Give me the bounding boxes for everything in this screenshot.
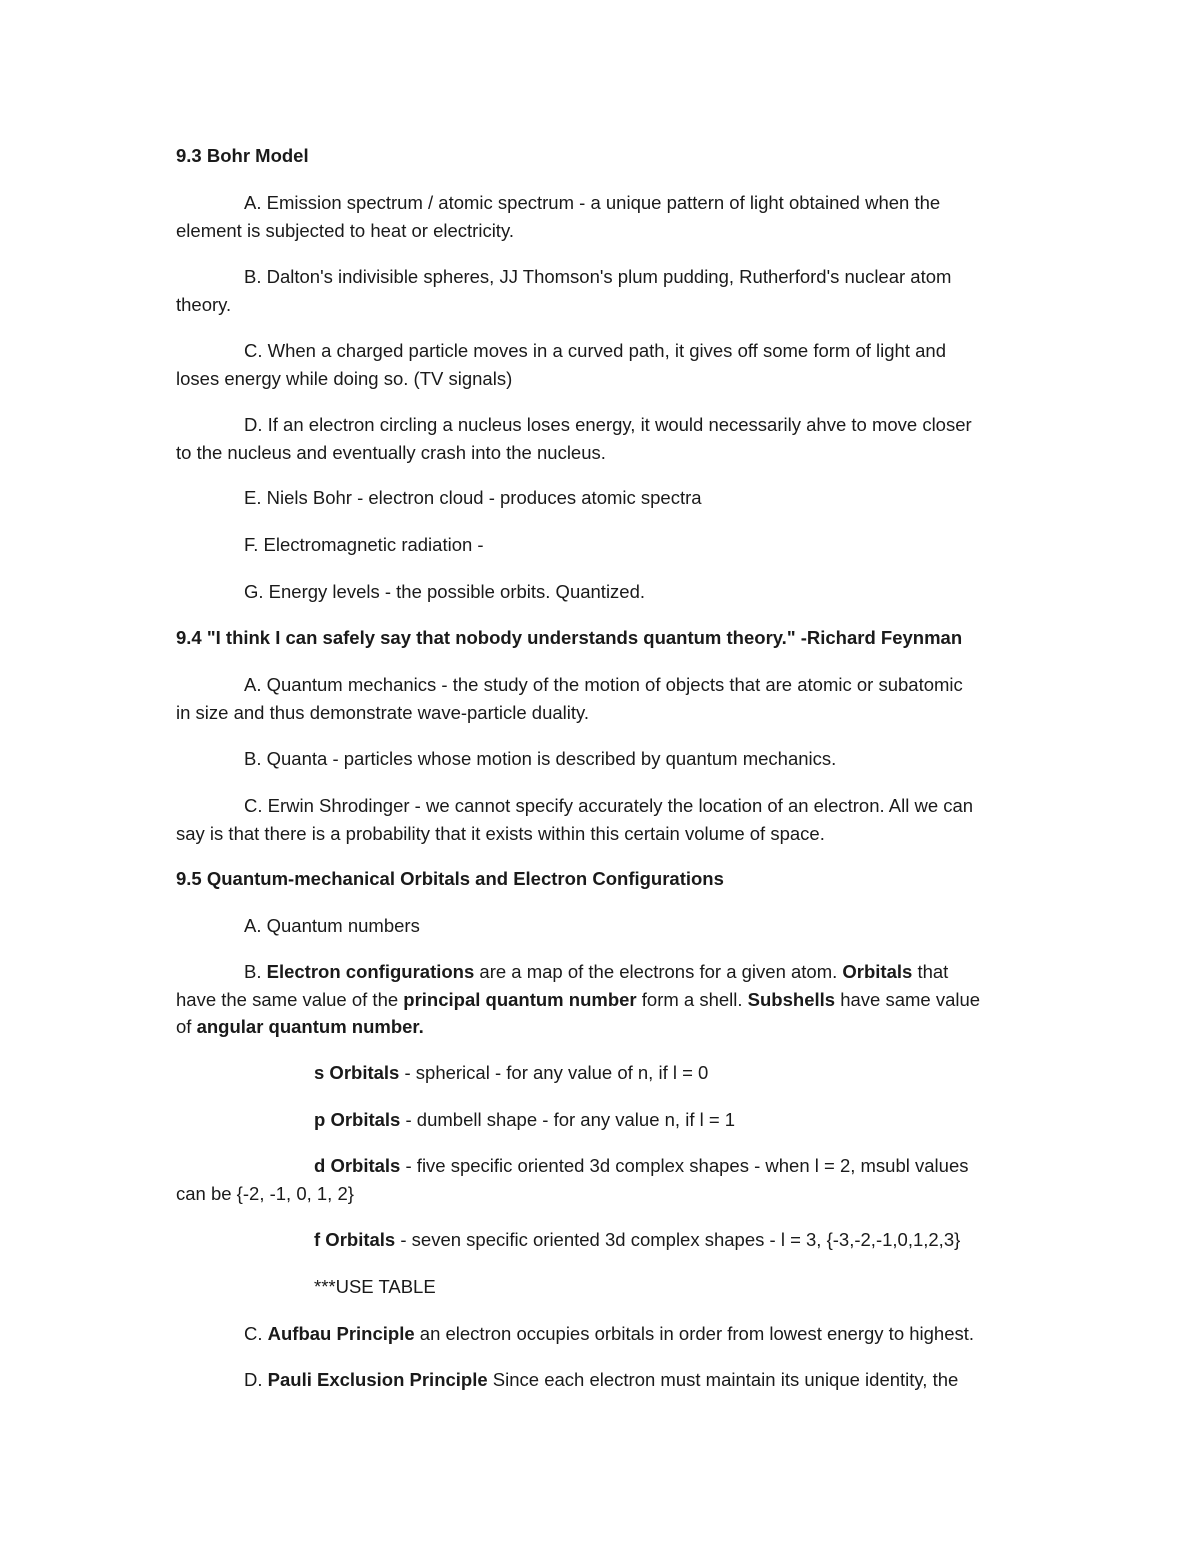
- section-9-3-item-g: [176, 578, 1036, 606]
- term-electron-configurations: Electron configurations: [266, 961, 475, 982]
- use-table-note: [176, 1273, 1036, 1301]
- item-c-line-1: C. Erwin Shrodinger - we cannot specify accurately the location of an electron. All we can: [244, 795, 974, 816]
- item-d-text: Since each electron must maintain its unique identity, the: [487, 1369, 959, 1390]
- item-c-text: an electron occupies orbitals in order from lowest energy to highest.: [414, 1323, 975, 1344]
- use-table-text: ***USE TABLE: [314, 1276, 436, 1297]
- item-b-text-4: form a shell.: [636, 988, 748, 1010]
- section-9-3-heading: 9.3 Bohr Model: [176, 145, 309, 166]
- item-d-line-1: D. If an electron circling a nucleus loses energy, it would necessarily ahve to move closer: [244, 414, 972, 435]
- item-b-line-1: B. Dalton's indivisible spheres, JJ Thomson's plum pudding, Rutherford's nuclear atom: [244, 266, 952, 287]
- term-orbitals: Orbitals: [842, 961, 913, 982]
- term-aufbau-principle: Aufbau Principle: [267, 1323, 415, 1344]
- item-f-text: F. Electromagnetic radiation -: [244, 534, 484, 555]
- f-orbitals-item: [176, 1226, 1036, 1254]
- item-c-line-1: C. When a charged particle moves in a curved path, it gives off some form of light and: [244, 340, 946, 361]
- d-orbitals-line-1: [176, 1152, 1036, 1180]
- p-orbitals-item: [176, 1106, 1036, 1134]
- d-orbitals-item: [176, 1152, 1036, 1207]
- p-orbitals-text: - dumbell shape - for any value n, if l = 1: [400, 1109, 736, 1130]
- section-9-5-item-a: [176, 912, 1036, 940]
- f-orbitals-term: f Orbitals: [314, 1229, 396, 1250]
- s-orbitals-term: s Orbitals: [314, 1062, 400, 1083]
- item-b-prefix: B.: [244, 961, 267, 982]
- section-9-3-item-d: [176, 411, 1036, 466]
- s-orbitals-line: [176, 1059, 1036, 1087]
- item-b-text-3: have the same value of the: [176, 988, 404, 1010]
- section-9-4-item-b: [176, 745, 1036, 773]
- item-c-line: [176, 1320, 1036, 1348]
- item-a-line-2: element is subjected to heat or electricity.: [176, 219, 514, 241]
- item-a-text: A. Quantum numbers: [244, 915, 420, 936]
- item-c-line-2: say is that there is a probability that it exists within this certain volume of space.: [176, 822, 825, 844]
- item-b-text: B. Quanta - particles whose motion is described by quantum mechanics.: [244, 748, 837, 769]
- section-9-5-item-c: [176, 1320, 1036, 1348]
- d-orbitals-term: d Orbitals: [314, 1155, 401, 1176]
- section-9-3-item-e: [176, 484, 1036, 512]
- section-9-4-heading: 9.4 "I think I can safely say that nobody understands quantum theory." -Richard Feynman: [176, 627, 963, 648]
- d-orbitals-line-2: can be {-2, -1, 0, 1, 2}: [176, 1182, 354, 1204]
- item-g-text: G. Energy levels - the possible orbits. Quantized.: [244, 581, 646, 602]
- item-e-text: E. Niels Bohr - electron cloud - produces atomic spectra: [244, 487, 702, 508]
- item-b-text-1: are a map of the electrons for a given atom.: [474, 961, 843, 982]
- item-d-line: [176, 1366, 1036, 1394]
- section-9-5-item-d: [176, 1366, 1036, 1394]
- item-a-line-2: in size and thus demonstrate wave-particle duality.: [176, 701, 590, 723]
- item-c-prefix: C.: [244, 1323, 268, 1344]
- item-a-line-1: A. Quantum mechanics - the study of the motion of objects that are atomic or subatomic: [244, 674, 963, 695]
- term-subshells: Subshells: [747, 988, 836, 1010]
- term-principal-quantum-number: principal quantum number: [403, 988, 637, 1010]
- section-9-3-item-c: [176, 337, 1036, 392]
- item-b-line-2: theory.: [176, 293, 232, 315]
- s-orbitals-item: [176, 1059, 1036, 1087]
- item-b-line-1: [176, 958, 1036, 986]
- item-b-line-2: [176, 986, 1036, 1014]
- section-9-4-item-a: [176, 671, 1036, 726]
- item-b-text-2: that: [912, 961, 949, 982]
- s-orbitals-text: - spherical - for any value of n, if l = 0: [399, 1062, 709, 1083]
- section-9-4-item-c: [176, 792, 1036, 847]
- item-a-line-1: A. Emission spectrum / atomic spectrum - a unique pattern of light obtained when the: [244, 192, 941, 213]
- item-b-text-5: have same value: [835, 988, 981, 1010]
- section-9-3-item-b: [176, 263, 1036, 318]
- item-d-prefix: D.: [244, 1369, 268, 1390]
- d-orbitals-text: - five specific oriented 3d complex shapes - when l = 2, msubl values: [400, 1155, 969, 1176]
- p-orbitals-term: p Orbitals: [314, 1109, 401, 1130]
- section-9-5-item-b: [176, 958, 1036, 1041]
- item-d-line-2: to the nucleus and eventually crash into the nucleus.: [176, 441, 606, 463]
- item-b-line-3: [176, 1013, 1036, 1041]
- p-orbitals-line: [176, 1106, 1036, 1134]
- section-9-3-item-a: [176, 189, 1036, 244]
- item-c-line-2: loses energy while doing so. (TV signals): [176, 367, 513, 389]
- section-9-5-heading: 9.5 Quantum-mechanical Orbitals and Electron Configurations: [176, 868, 724, 889]
- item-b-text-6: of: [176, 1016, 197, 1037]
- f-orbitals-text: - seven specific oriented 3d complex shapes - l = 3, {-3,-2,-1,0,1,2,3}: [395, 1229, 961, 1250]
- f-orbitals-line: [176, 1226, 1036, 1254]
- term-pauli-exclusion-principle: Pauli Exclusion Principle: [267, 1369, 488, 1390]
- section-9-3-item-f: [176, 531, 1036, 559]
- term-angular-quantum-number: angular quantum number.: [196, 1016, 424, 1037]
